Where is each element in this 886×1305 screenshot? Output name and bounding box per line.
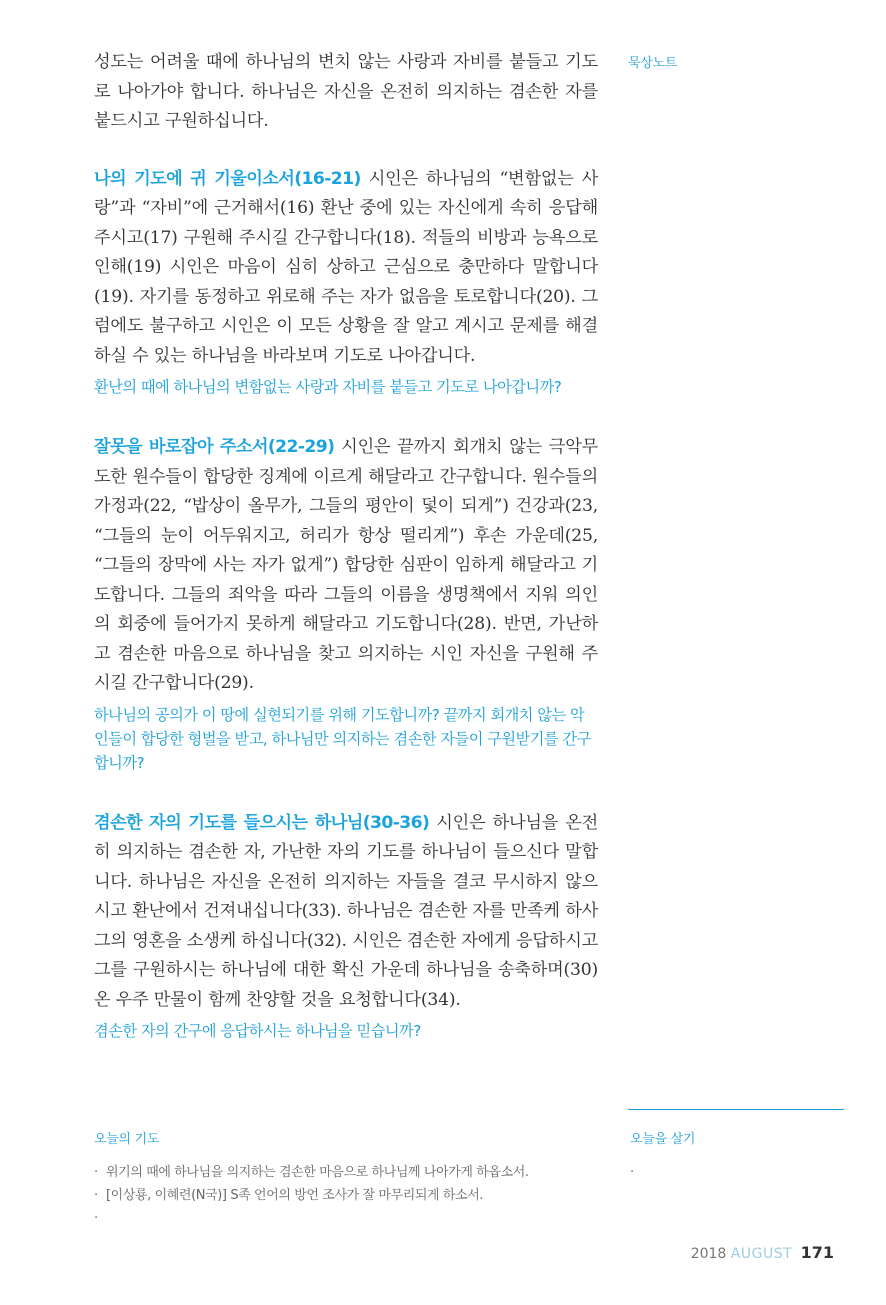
- page-footer: [691, 1243, 834, 1262]
- section-3-question: 겸손한 자의 간구에 응답하시는 하나님을 믿습니까?: [94, 1022, 421, 1040]
- prayer-item: [94, 1207, 604, 1230]
- apply-item: [630, 1161, 840, 1184]
- section-1-heading: 나의 기도에 귀 기울이소서(16-21): [94, 168, 361, 189]
- section-2-paragraph: [94, 433, 598, 699]
- apply-title: 오늘을 살기: [630, 1132, 696, 1147]
- prayer-list: [94, 1161, 604, 1230]
- page-number: 171: [800, 1243, 834, 1262]
- section-1-question: 환난의 때에 하나님의 변함없는 사랑과 자비를 붙들고 기도로 나아갑니까?: [94, 378, 562, 396]
- section-3: [94, 809, 598, 1044]
- section-3-paragraph: [94, 809, 598, 1016]
- section-3-heading: 겸손한 자의 기도를 들으시는 하나님(30-36): [94, 812, 430, 833]
- side-label-meditation-note: 묵상노트: [628, 56, 678, 71]
- section-1: [94, 165, 598, 400]
- prayer-title: 오늘의 기도: [94, 1132, 160, 1147]
- apply-box: [630, 1128, 840, 1184]
- apply-list: [630, 1161, 840, 1184]
- main-content: [94, 48, 598, 1077]
- footer-year: 2018: [690, 1246, 727, 1262]
- intro-paragraph: 성도는 어려울 때에 하나님의 변치 않는 사랑과 자비를 붙들고 기도로 나아가야 합니다. 하나님은 자신을 온전히 의지하는 겸손한 자를 붙드시고 구원하십니다.: [94, 52, 598, 131]
- prayer-item: · [이상룡, 이혜련(N국)] S족 언어의 방언 조사가 잘 마무리되게 하소서.: [94, 1184, 604, 1207]
- section-1-paragraph: [94, 165, 598, 372]
- prayer-item: · 위기의 때에 하나님을 의지하는 겸손한 마음으로 하나님께 나아가게 하옵소서.: [94, 1161, 604, 1184]
- section-2-question: 하나님의 공의가 이 땅에 실현되기를 위해 기도합니까? 끝까지 회개치 않는 악인들이 합당한 형벌을 받고, 하나님만 의지하는 겸손한 자들이 구원받기를 간구합니까?: [94, 705, 591, 772]
- section-2: [94, 433, 598, 775]
- prayer-box: [94, 1128, 604, 1230]
- apply-divider: [628, 1109, 844, 1110]
- section-2-heading: 잘못을 바로잡아 주소서(22-29): [94, 437, 335, 457]
- section-3-body: 시인은 하나님을 온전히 의지하는 겸손한 자, 가난한 자의 기도를 하나님이 들으신다 말합니다. 하나님은 자신을 온전히 의지하는 자들을 결코 무시하지 않으시고 환난에서 건져내십니다(33). 하나님은 겸손한 자를 만족케 하사 그의 영혼을 소생케 하십니다(32). 시인은 겸손한 자에게 응답하시고 그를 구원하시는 하나님에 대한 확신 가운데 하나님을 송축하며(30) 온 우주 만물이 함께 찬양할 것을 요청합니다(34).: [94, 812, 599, 1010]
- section-1-body: 시인은 하나님의 “변함없는 사랑”과 “자비”에 근거해서(16) 환난 중에 있는 자신에게 속히 응답해 주시고(17) 구원해 주시길 간구합니다(18). 적들의 비방과 능욕으로 인해(19) 시인은 마음이 심히 상하고 근심으로 충만하다 말합니다(19). 자기를 동정하고 위로해 주는 자가 없음을 토로합니다(20). 그럼에도 불구하고 시인은 이 모든 상황을 잘 알고 계시고 문제를 해결하실 수 있는 하나님을 바라보며 기도로 나아갑니다.: [94, 168, 599, 366]
- section-2-body: 시인은 끝까지 회개치 않는 극악무도한 원수들이 합당한 징계에 이르게 해달라고 간구합니다. 원수들의 가정과(22, “밥상이 올무가, 그들의 평안이 덫이 되게”) 건강과(23, “그들의 눈이 어두워지고, 허리가 항상 떨리게”) 후손 가운데(25, “그들의 장막에 사는 자가 없게”) 합당한 심판이 임하게 해달라고 기도합니다. 그들의 죄악을 따라 그들의 이름을 생명책에서 지워 의인의 회중에 들어가지 못하게 해달라고 기도합니다(28). 반면, 가난하고 겸손한 마음으로 하나님을 찾고 의지하는 시인 자신을 구원해 주시길 간구합니다(29).: [94, 437, 599, 693]
- footer-month: AUGUST: [730, 1246, 793, 1262]
